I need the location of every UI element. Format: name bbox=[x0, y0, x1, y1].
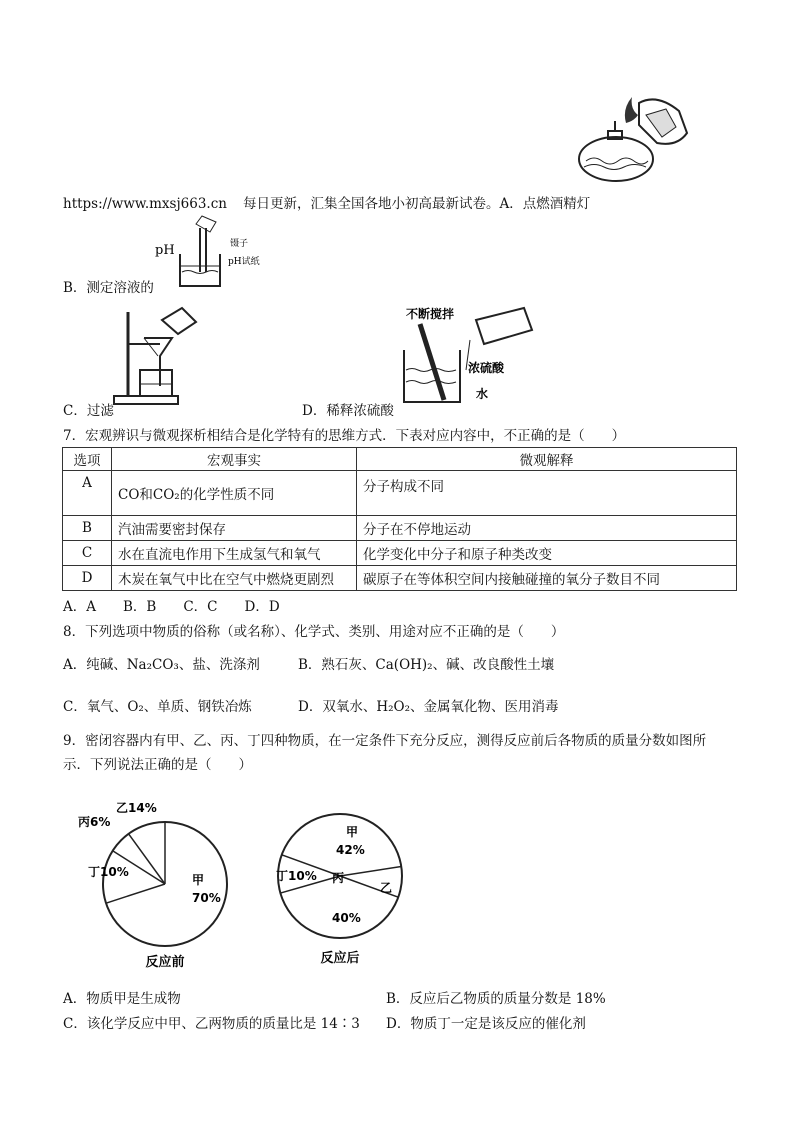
ph-paper-label: pH试纸 bbox=[228, 257, 260, 267]
option-6b: B．测定溶液的 bbox=[63, 280, 154, 296]
pie-slice-label: 甲 bbox=[346, 825, 359, 839]
q9-option-d: D．物质丁一定是该反应的催化剂 bbox=[386, 1016, 586, 1032]
table-row: A CO和CO₂的化学性质不同 分子构成不同 bbox=[63, 471, 737, 516]
option-6a: A．点燃酒精灯 bbox=[499, 196, 591, 212]
q8-option-a: A．纯碱、Na₂CO₃、盐、洗涤剂 bbox=[63, 657, 260, 673]
pie-slice-label: 70% bbox=[192, 891, 221, 905]
q9-option-a: A．物质甲是生成物 bbox=[63, 991, 181, 1007]
pie-slice-label: 丁10% bbox=[88, 865, 129, 879]
pie-slice-label: 乙14% bbox=[116, 801, 157, 815]
table-row: C 水在直流电作用下生成氢气和氧气 化学变化中分子和原子种类改变 bbox=[63, 541, 737, 566]
table-row: B 汽油需要密封保存 分子在不停地运动 bbox=[63, 516, 737, 541]
pie-title: 反应前 bbox=[145, 955, 185, 970]
pie-slice-boundary bbox=[106, 884, 165, 903]
table-row: D 木炭在氧气中比在空气中燃烧更剧烈 碳原子在等体积空间内接触碰撞的氧分子数目不同 bbox=[63, 566, 737, 591]
q9-stem-line1: 9．密闭容器内有甲、乙、丙、丁四种物质，在一定条件下充分反应，测得反应前后各物质的质量分数如图所 bbox=[63, 733, 707, 749]
q7-table bbox=[62, 447, 737, 591]
q9-option-b: B．反应后乙物质的质量分数是 18% bbox=[386, 991, 606, 1007]
acid-label: 浓硫酸 bbox=[468, 361, 505, 375]
q8-stem: 8．下列选项中物质的俗称（或名称）、化学式、类别、用途对应不正确的是（ ） bbox=[63, 624, 565, 640]
pie-slice-label: 乙 bbox=[380, 881, 393, 895]
q7-stem: 7．宏观辨识与微观探析相结合是化学特有的思维方式．下表对应内容中，不正确的是（ ） bbox=[63, 428, 626, 444]
tweezer-label: 镊子 bbox=[230, 239, 249, 249]
pie-slice-label: 丙6% bbox=[78, 815, 111, 829]
q9-stem-line2: 示．下列说法正确的是（ ） bbox=[63, 757, 252, 773]
dilution-figure bbox=[396, 300, 536, 408]
pie-slice-label: 甲 bbox=[192, 873, 205, 887]
alcohol-lamp-figure bbox=[574, 95, 694, 187]
stir-label: 不断搅拌 bbox=[406, 307, 455, 321]
pie-slice-boundary bbox=[129, 834, 165, 884]
site-url[interactable]: https://www.mxsj663.cn bbox=[63, 196, 227, 212]
col-header: 宏观事实 bbox=[112, 448, 357, 471]
col-header: 选项 bbox=[63, 448, 112, 471]
filtration-figure bbox=[110, 296, 210, 408]
q8-option-d: D．双氧水、H₂O₂、金属氧化物、医用消毒 bbox=[298, 699, 559, 715]
site-slogan: 每日更新，汇集全国各地小初高最新试卷。 bbox=[242, 196, 500, 212]
water-label: 水 bbox=[476, 387, 489, 401]
q9-pie-charts bbox=[60, 784, 440, 974]
pie-slice-boundary bbox=[340, 867, 401, 876]
pie-title: 反应后 bbox=[320, 951, 360, 966]
pie-slice-label: 42% bbox=[336, 843, 365, 857]
ph-test-figure bbox=[150, 214, 280, 290]
pie-slice-label: 丙 bbox=[332, 871, 345, 885]
q8-option-b: B．熟石灰、Ca(OH)₂、碱、改良酸性土壤 bbox=[298, 657, 555, 673]
pie-slice-label: 丁10% bbox=[276, 869, 317, 883]
option-6c: C．过滤 bbox=[63, 403, 114, 419]
q9-option-c: C．该化学反应中甲、乙两物质的质量比是 14∶3 bbox=[63, 1016, 360, 1032]
pie-slice-label: 40% bbox=[332, 911, 361, 925]
ph-label: pH bbox=[155, 243, 175, 258]
col-header: 微观解释 bbox=[357, 448, 737, 471]
q7-options: A．A B．B C．C D．D bbox=[63, 599, 280, 615]
q8-option-c: C．氧气、O₂、单质、钢铁冶炼 bbox=[63, 699, 252, 715]
option-6d: D．稀释浓硫酸 bbox=[302, 403, 394, 419]
